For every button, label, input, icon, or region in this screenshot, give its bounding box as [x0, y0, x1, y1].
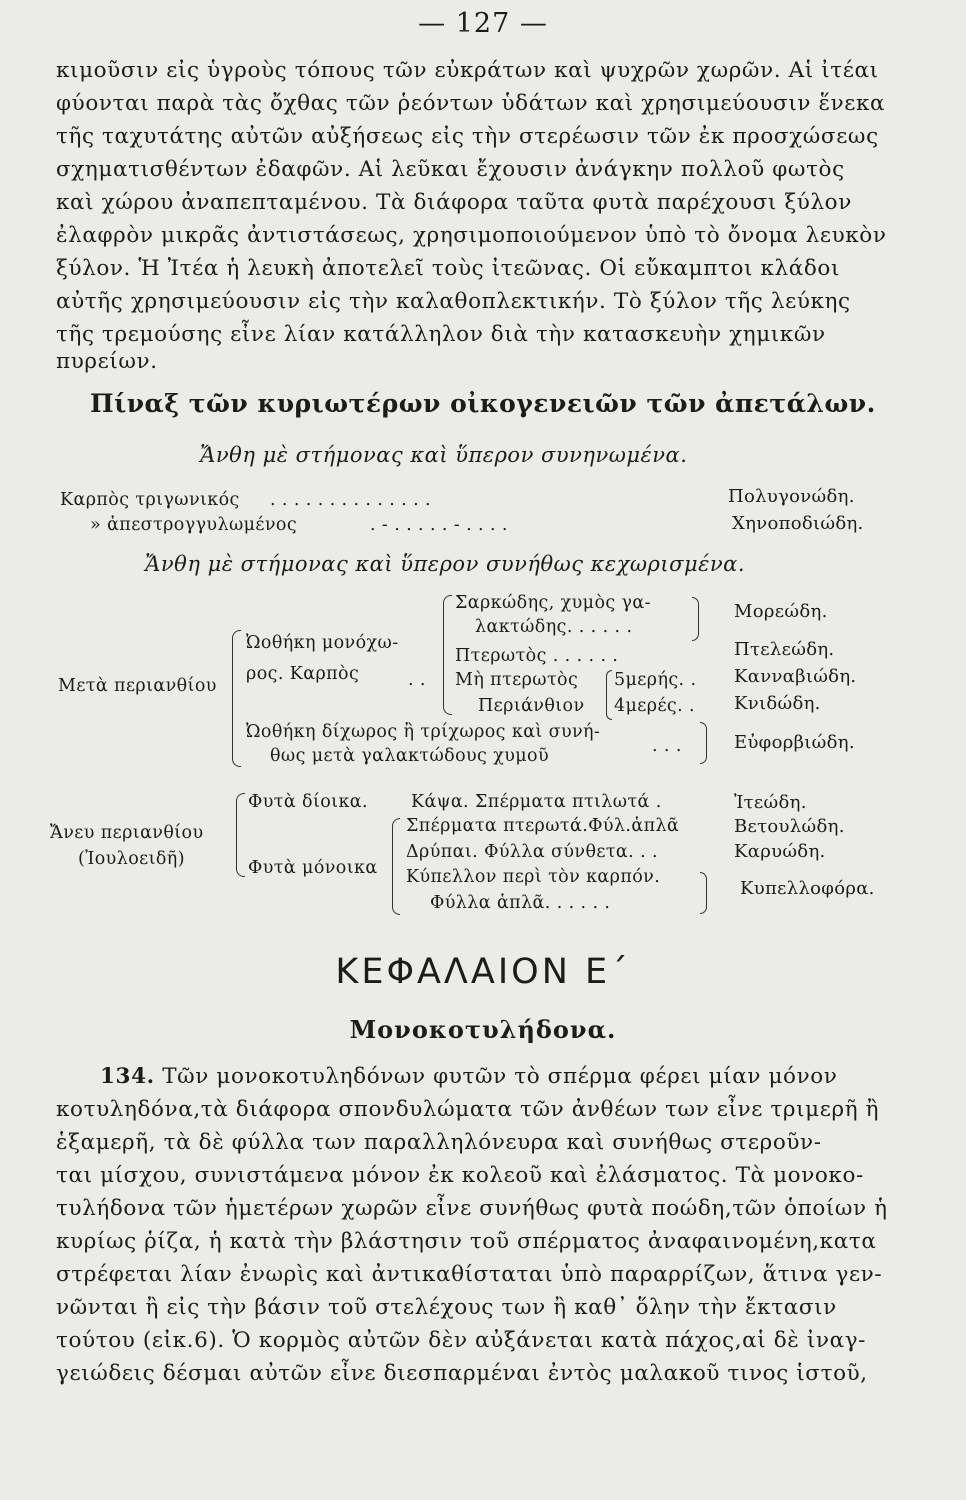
group3-row: Κύπελλον περὶ τὸν καρπόν. — [406, 867, 661, 887]
intro-line: αὐτῆς χρησιμεύουσιν εἰς τὴν καλαθοπλεκτικήν. Τὸ ξύλον τῆς λεύκης — [56, 289, 851, 314]
chapter-title: ΚΕΦΑΛΑΙΟΝ Ε΄ — [335, 952, 631, 992]
brace — [700, 872, 707, 914]
perianth-4-parted: 4μερές. . — [614, 696, 696, 716]
family-polygonaceae: Πολυγονώδη. — [728, 486, 855, 507]
fruit-wingless: Μὴ πτερωτὸς — [455, 670, 579, 690]
table-title: Πίναξ τῶν κυριωτέρων οἰκογενειῶν τῶν ἀπετάλων. — [90, 389, 876, 418]
perianth-5-parted: 5μερής. . — [614, 670, 697, 690]
section-number: 134. — [100, 1064, 155, 1089]
group3-row: Δρύπαι. Φύλλα σύνθετα. . . — [406, 842, 658, 862]
intro-line: πυρείων. — [56, 349, 158, 374]
family-urticaceae: Κνιδώδη. — [734, 693, 821, 714]
section-line: Τῶν μονοκοτυληδόνων φυτῶν τὸ σπέρμα φέρει μίαν μόνον — [162, 1064, 838, 1089]
section-line: κοτυληδόνα,τὰ διάφορα σπονδυλώματα τῶν ἀνθέων των εἶνε τριμερῆ ἢ — [56, 1097, 880, 1122]
family-betulaceae: Βετουλώδη. — [734, 816, 845, 837]
group1-row-dots: . - . . . . . - . . . . — [370, 515, 508, 535]
intro-line: κιμοῦσιν εἰς ὑγροὺς τόπους τῶν εὐκράτων καὶ ψυχρῶν χωρῶν. Αἱ ἰτέαι — [56, 58, 879, 83]
brace — [443, 595, 452, 715]
section-line: ται μίσχου, συνιστάμενα μόνον ἐκ κολεοῦ καὶ ἐλάσματος. Τὰ μονοκο- — [56, 1163, 864, 1188]
family-ulmaceae: Πτελεώδη. — [734, 639, 835, 660]
chapter-subtitle: Μονοκοτυλήδονα. — [349, 1015, 617, 1044]
amentiferae-label: (Ἰουλοειδῆ) — [78, 849, 185, 869]
fruit-winged: Πτερωτὸς . . . . . . — [455, 646, 619, 666]
without-perianth-label: Ἄνευ περιανθίου — [50, 823, 204, 843]
ovary-unilocular-label: ρος. Καρπὸς — [246, 664, 360, 684]
group3-row: Σπέρματα πτερωτά.Φύλ.ἁπλᾶ — [406, 816, 680, 836]
group3-row: Φύλλα ἁπλᾶ. . . . . . — [430, 893, 611, 913]
intro-line: ξύλον. Ἡ Ἰτέα ἡ λευκὴ ἀποτελεῖ τοὺς ἰτεῶνας. Οἱ εὔκαμπτοι κλάδοι — [56, 256, 840, 281]
with-perianth-label: Μετὰ περιανθίου — [58, 676, 217, 696]
intro-line: τῆς τρεμούσης εἶνε λίαν κατάλληλον διὰ τὴν κατασκευὴν χημικῶν — [56, 322, 826, 347]
monoecious-plants: Φυτὰ μόνοικα — [248, 858, 378, 878]
fruit-fleshy: Σαρκώδης, χυμὸς γα- — [455, 593, 651, 613]
page-number: — 127 — — [418, 8, 548, 39]
section-first-line — [100, 1064, 837, 1089]
brace — [236, 793, 245, 877]
intro-line: ἐλαφρὸν μικρᾶς ἀντιστάσεως, χρησιμοποιούμενον ὑπὸ τὸ ὄνομα λευκὸν — [56, 223, 887, 248]
fruit-fleshy: λακτώδης. . . . . . — [475, 617, 633, 637]
brace — [700, 722, 707, 764]
ovary-multilocular: θως μετὰ γαλακτώδους χυμοῦ — [270, 746, 550, 766]
family-cannabaceae: Κανναβιώδη. — [734, 666, 857, 687]
group1-row-label: » ἀπεστρογγυλωμένος — [90, 515, 298, 535]
section-line: νῶνται ἢ εἰς τὴν βάσιν τοῦ στελέχους των ἢ καθ᾽ ὅλην τὴν ἔκτασιν — [56, 1295, 837, 1320]
section-line: στρέφεται λίαν ἐνωρὶς καὶ ἀντικαθίσταται ὑπὸ παραρρίζων, ἅτινα γεν- — [56, 1262, 883, 1287]
brace — [606, 670, 612, 720]
section-line: ἑξαμερῆ, τὰ δὲ φύλλα των παραλληλόνευρα καὶ συνήθως στεροῦν- — [56, 1130, 822, 1155]
family-juglandaceae: Καρυώδη. — [734, 841, 826, 862]
section-line: τυλήδονα τῶν ἡμετέρων χωρῶν εἶνε συνήθως φυτὰ ποώδη,τῶν ὁποίων ἡ — [56, 1196, 888, 1221]
family-moraceae: Μορεώδη. — [734, 601, 828, 622]
group1-row-label: Καρπὸς τριγωνικός — [60, 490, 240, 510]
ovary-unilocular-label: Ὠοθήκη μονόχω- — [246, 633, 399, 653]
ovary-multilocular: Ὠοθήκη δίχωρος ἢ τρίχωρος καὶ συνή- — [246, 722, 601, 742]
brace — [392, 818, 400, 915]
group1-row-dots: . . . . . . . . . . . . . . — [270, 490, 431, 510]
ovary-unilocular-dots: . . — [408, 670, 426, 690]
family-salicaceae: Ἰτεώδη. — [734, 792, 807, 813]
family-chenopodiaceae: Χηνοποδιώδη. — [732, 513, 864, 534]
perianth-label: Περιάνθιον — [478, 696, 585, 716]
section-line: τούτου (εἰκ.6). Ὁ κορμὸς αὐτῶν δὲν αὐξάνεται κατὰ πάχος,αἱ δὲ ἰναγ- — [56, 1328, 867, 1353]
section-line: γειώδεις δέσμαι αὐτῶν εἶνε διεσπαρμέναι ἐντὸς μαλακοῦ τινος ἱστοῦ, — [56, 1361, 868, 1386]
family-euphorbiaceae: Εὐφορβιώδη. — [734, 732, 855, 753]
group1-heading: Ἄνθη μὲ στήμονας καὶ ὕπερον συνηνωμένα. — [200, 443, 688, 467]
intro-line: τῆς ταχυτάτης αὐτῶν αὐξήσεως εἰς τὴν στερέωσιν τῶν ἐκ προσχώσεως — [56, 124, 879, 149]
intro-line: φύονται παρὰ τὰς ὄχθας τῶν ῥεόντων ὑδάτων καὶ χρησιμεύουσιν ἕνεκα — [56, 91, 886, 116]
brace — [692, 597, 699, 641]
dioecious-plants: Φυτὰ δίοικα. — [248, 792, 368, 812]
group3-row: Κάψα. Σπέρματα πτιλωτά . — [411, 792, 662, 812]
ovary-multilocular-dots: . . . — [652, 736, 682, 756]
intro-line: σχηματισθέντων ἐδαφῶν. Αἱ λεῦκαι ἔχουσιν ἀνάγκην πολλοῦ φωτὸς — [56, 157, 845, 182]
section-line: κυρίως ῥίζα, ἡ κατὰ τὴν βλάστησιν τοῦ σπέρματος ἀναφαινομένη,κατα — [56, 1229, 877, 1254]
family-cupuliferae: Κυπελλοφόρα. — [740, 878, 875, 899]
group2-heading: Ἄνθη μὲ στήμονας καὶ ὕπερον συνήθως κεχωρισμένα. — [145, 552, 746, 576]
intro-line: καὶ χώρου ἀναπεπταμένου. Τὰ διάφορα ταῦτα φυτὰ παρέχουσι ξύλον — [56, 190, 852, 215]
brace — [232, 630, 241, 767]
